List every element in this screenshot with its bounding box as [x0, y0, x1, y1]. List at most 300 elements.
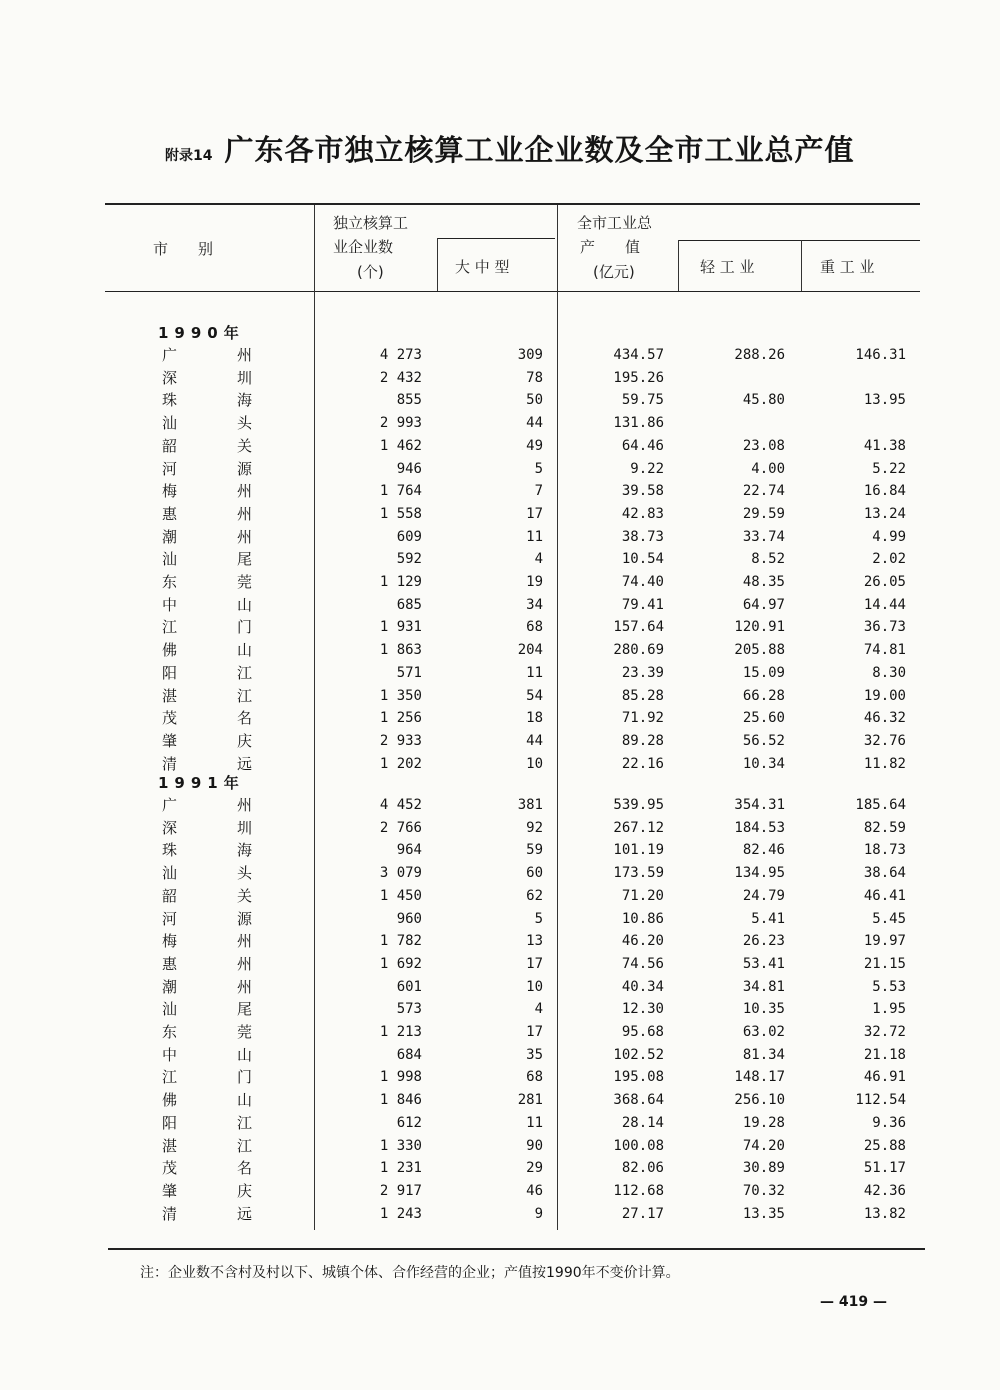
table-row	[0, 435, 1000, 457]
city-char: 门	[236, 1068, 252, 1087]
city-name	[162, 435, 252, 457]
heavy-industry-output: 36.73	[863, 619, 906, 636]
total-output: 82.06	[621, 1160, 664, 1177]
table-row	[0, 862, 1000, 884]
heavy-industry-output: 2.02	[872, 551, 906, 568]
header-enterprises-line1: 独立核算工	[333, 214, 409, 232]
enterprise-count: 1 558	[379, 505, 422, 522]
city-char: 名	[236, 709, 252, 728]
large-medium-count: 4	[534, 1001, 543, 1018]
table-row	[0, 1180, 1000, 1202]
city-char: 圳	[236, 368, 252, 387]
city-name	[162, 817, 252, 839]
enterprise-count: 1 692	[379, 955, 422, 972]
enterprise-count: 1 846	[379, 1092, 422, 1109]
total-output: 157.64	[613, 619, 664, 636]
city-name	[162, 662, 252, 684]
enterprise-count: 609	[396, 528, 422, 545]
total-output: 89.28	[621, 732, 664, 749]
city-char: 韶	[162, 886, 178, 905]
city-name	[162, 885, 252, 907]
city-char: 关	[236, 886, 252, 905]
city-char: 惠	[162, 954, 178, 973]
table-row	[0, 730, 1000, 752]
city-char: 源	[236, 909, 252, 928]
table-row	[0, 1066, 1000, 1088]
enterprise-count: 1 330	[379, 1137, 422, 1154]
city-name	[162, 1135, 252, 1157]
city-char: 河	[162, 909, 178, 928]
table-row	[0, 526, 1000, 548]
total-output: 10.86	[621, 910, 664, 927]
city-name	[162, 639, 252, 661]
large-medium-count: 18	[526, 710, 543, 727]
enterprise-count: 960	[396, 910, 422, 927]
page-number: — 419 —	[820, 1294, 887, 1310]
light-industry-output: 70.32	[742, 1182, 785, 1199]
city-char: 清	[162, 754, 178, 773]
table-row	[0, 1089, 1000, 1111]
total-output: 539.95	[613, 797, 664, 813]
heavy-industry-output: 185.64	[855, 797, 906, 813]
enterprise-count: 685	[396, 596, 422, 613]
city-char: 广	[162, 796, 178, 814]
enterprise-count: 4 273	[379, 347, 422, 363]
enterprise-count: 4 452	[379, 797, 422, 813]
table-row	[0, 367, 1000, 389]
table-row	[0, 1203, 1000, 1225]
light-industry-output: 120.91	[734, 619, 785, 636]
heavy-industry-output: 18.73	[863, 842, 906, 859]
enterprise-count: 612	[396, 1114, 422, 1131]
city-char: 头	[236, 864, 252, 883]
city-name	[162, 1044, 252, 1066]
enterprise-count: 1 998	[379, 1069, 422, 1086]
light-industry-output: 30.89	[742, 1160, 785, 1177]
large-medium-count: 11	[526, 664, 543, 681]
large-medium-count: 90	[526, 1137, 543, 1154]
total-output: 27.17	[621, 1205, 664, 1222]
city-char: 阳	[162, 1113, 178, 1132]
city-char: 汕	[162, 1000, 178, 1019]
enterprise-count: 1 782	[379, 933, 422, 950]
city-name	[162, 367, 252, 389]
large-medium-count: 17	[526, 505, 543, 522]
city-name	[162, 1180, 252, 1202]
light-industry-output: 34.81	[742, 978, 785, 995]
heavy-industry-output: 146.31	[855, 347, 906, 363]
large-medium-count: 29	[526, 1160, 543, 1177]
year-heading: 1990年	[158, 324, 245, 342]
large-medium-count: 10	[526, 978, 543, 995]
col-divider-5	[801, 240, 802, 291]
light-industry-output: 63.02	[742, 1024, 785, 1040]
light-industry-output: 25.60	[742, 710, 785, 727]
table-row	[0, 1112, 1000, 1134]
heavy-industry-output: 41.38	[863, 437, 906, 454]
enterprise-count: 2 933	[379, 732, 422, 749]
city-char: 源	[236, 459, 252, 478]
city-char: 尾	[236, 550, 252, 569]
city-name	[162, 839, 252, 861]
city-char: 名	[236, 1159, 252, 1178]
city-char: 清	[162, 1204, 178, 1223]
total-output: 42.83	[621, 505, 664, 522]
heavy-industry-output: 14.44	[863, 596, 906, 613]
city-name	[162, 930, 252, 952]
city-char: 汕	[162, 864, 178, 883]
table-row	[0, 976, 1000, 998]
table-top-rule	[105, 203, 920, 205]
table-row	[0, 639, 1000, 661]
large-medium-count: 62	[526, 887, 543, 904]
large-medium-count: 9	[534, 1205, 543, 1222]
header-output-unit: (亿元)	[593, 263, 635, 281]
city-char: 茂	[162, 709, 178, 728]
city-char: 关	[236, 436, 252, 455]
city-char: 莞	[236, 573, 252, 591]
enterprise-count: 964	[396, 842, 422, 859]
city-char: 湛	[162, 686, 178, 705]
city-name	[162, 526, 252, 548]
table-row	[0, 885, 1000, 907]
light-industry-output: 8.52	[751, 551, 785, 568]
header-output-line1: 全市工业总	[577, 214, 653, 232]
city-char: 深	[162, 818, 178, 837]
heavy-industry-output: 5.53	[872, 978, 906, 995]
enterprise-count: 1 462	[379, 437, 422, 454]
total-output: 40.34	[621, 978, 664, 995]
enterprise-count: 855	[396, 392, 422, 409]
enterprise-count: 571	[396, 664, 422, 681]
total-output: 131.86	[613, 415, 664, 432]
large-medium-count: 78	[526, 369, 543, 386]
city-name	[162, 707, 252, 729]
large-medium-count: 92	[526, 819, 543, 836]
heavy-industry-output: 82.59	[863, 819, 906, 836]
total-output: 71.92	[621, 710, 664, 727]
large-medium-count: 204	[517, 642, 543, 659]
city-char: 湛	[162, 1136, 178, 1155]
enterprise-count: 1 202	[379, 755, 422, 772]
city-char: 圳	[236, 818, 252, 837]
table-title: 广东各市独立核算工业企业数及全市工业总产值	[224, 133, 855, 167]
enterprise-count: 1 129	[379, 574, 422, 590]
large-medium-count: 11	[526, 528, 543, 545]
city-char: 江	[236, 1136, 252, 1155]
heavy-industry-output: 9.36	[872, 1114, 906, 1131]
enterprise-count: 601	[396, 978, 422, 995]
enterprise-count: 1 231	[379, 1160, 422, 1177]
table-row	[0, 908, 1000, 930]
table-row	[0, 930, 1000, 952]
city-name	[162, 1089, 252, 1111]
city-char: 山	[236, 1091, 252, 1110]
subheader-rule-left	[437, 238, 555, 239]
large-medium-count: 19	[526, 574, 543, 590]
table-row	[0, 503, 1000, 525]
city-name	[162, 548, 252, 570]
total-output: 434.57	[613, 347, 664, 363]
city-name	[162, 1021, 252, 1043]
light-industry-output: 66.28	[742, 687, 785, 704]
city-char: 州	[236, 504, 252, 523]
table-row	[0, 817, 1000, 839]
heavy-industry-output: 5.45	[872, 910, 906, 927]
light-industry-output: 13.35	[742, 1205, 785, 1222]
large-medium-count: 17	[526, 955, 543, 972]
table-row	[0, 548, 1000, 570]
city-char: 州	[236, 527, 252, 546]
light-industry-output: 134.95	[734, 865, 785, 882]
total-output: 46.20	[621, 933, 664, 950]
heavy-industry-output: 4.99	[872, 528, 906, 545]
header-bottom-rule	[105, 291, 920, 292]
enterprise-count: 592	[396, 551, 422, 568]
table-row	[0, 998, 1000, 1020]
total-output: 39.58	[621, 483, 664, 500]
heavy-industry-output: 32.72	[863, 1024, 906, 1040]
city-name	[162, 685, 252, 707]
city-name	[162, 616, 252, 638]
light-industry-output: 53.41	[742, 955, 785, 972]
city-char: 潮	[162, 977, 178, 996]
enterprise-count: 946	[396, 460, 422, 477]
large-medium-count: 4	[534, 551, 543, 568]
city-char: 江	[236, 686, 252, 705]
city-char: 佛	[162, 1091, 178, 1110]
large-medium-count: 68	[526, 1069, 543, 1086]
city-char: 州	[236, 482, 252, 501]
page-title	[165, 128, 925, 168]
light-industry-output: 26.23	[742, 933, 785, 950]
light-industry-output: 23.08	[742, 437, 785, 454]
city-char: 州	[236, 977, 252, 996]
city-name	[162, 976, 252, 998]
col-divider-4	[678, 240, 679, 291]
light-industry-output: 184.53	[734, 819, 785, 836]
city-char: 江	[236, 1113, 252, 1132]
enterprise-count: 2 432	[379, 369, 422, 386]
light-industry-output: 74.20	[742, 1137, 785, 1154]
city-char: 梅	[162, 482, 178, 501]
table-row	[0, 480, 1000, 502]
city-char: 肇	[162, 1181, 178, 1200]
city-char: 庆	[236, 731, 252, 750]
footnote: 注：企业数不含村及村以下、城镇个体、合作经营的企业；产值按1990年不变价计算。	[140, 1265, 680, 1281]
table-row	[0, 594, 1000, 616]
city-name	[162, 998, 252, 1020]
light-industry-output: 29.59	[742, 505, 785, 522]
large-medium-count: 49	[526, 437, 543, 454]
city-char: 山	[236, 641, 252, 660]
city-name	[162, 389, 252, 411]
appendix-label: 附录14	[165, 148, 213, 164]
city-name	[162, 908, 252, 930]
heavy-industry-output: 21.18	[863, 1046, 906, 1063]
table-row	[0, 839, 1000, 861]
city-name	[162, 1066, 252, 1088]
city-char: 江	[162, 618, 178, 637]
city-char: 州	[236, 346, 252, 364]
total-output: 23.39	[621, 664, 664, 681]
light-industry-output: 48.35	[742, 574, 785, 590]
city-char: 海	[236, 841, 252, 860]
city-char: 广	[162, 346, 178, 364]
city-char: 茂	[162, 1159, 178, 1178]
city-char: 韶	[162, 436, 178, 455]
city-name	[162, 412, 252, 434]
table-row	[0, 662, 1000, 684]
light-industry-output: 205.88	[734, 642, 785, 659]
city-char: 山	[236, 595, 252, 614]
subheader-rule-right	[678, 240, 920, 241]
city-char: 州	[236, 954, 252, 973]
heavy-industry-output: 19.97	[863, 933, 906, 950]
total-output: 79.41	[621, 596, 664, 613]
header-enterprises-line2: 业企业数	[333, 238, 394, 256]
heavy-industry-output: 46.91	[863, 1069, 906, 1086]
city-char: 头	[236, 414, 252, 433]
light-industry-output: 19.28	[742, 1114, 785, 1131]
table-row	[0, 344, 1000, 366]
light-industry-output: 256.10	[734, 1092, 785, 1109]
city-char: 珠	[162, 391, 178, 410]
table-row	[0, 753, 1000, 775]
heavy-industry-output: 13.95	[863, 392, 906, 409]
city-name	[162, 730, 252, 752]
col-divider-2	[437, 238, 438, 291]
table-row	[0, 389, 1000, 411]
city-char: 阳	[162, 663, 178, 682]
heavy-industry-output: 46.41	[863, 887, 906, 904]
light-industry-output: 81.34	[742, 1046, 785, 1063]
light-industry-output: 5.41	[751, 910, 785, 927]
city-char: 远	[236, 1204, 252, 1223]
table-row	[0, 707, 1000, 729]
heavy-industry-output: 1.95	[872, 1001, 906, 1018]
city-char: 潮	[162, 527, 178, 546]
city-char: 州	[236, 932, 252, 951]
table-row	[0, 458, 1000, 480]
large-medium-count: 54	[526, 687, 543, 704]
large-medium-count: 11	[526, 1114, 543, 1131]
table-bottom-rule	[108, 1248, 925, 1250]
large-medium-count: 60	[526, 865, 543, 882]
large-medium-count: 44	[526, 732, 543, 749]
city-name	[162, 344, 252, 366]
city-char: 东	[162, 573, 178, 591]
enterprise-count: 684	[396, 1046, 422, 1063]
heavy-industry-output: 46.32	[863, 710, 906, 727]
table-row	[0, 571, 1000, 593]
large-medium-count: 281	[517, 1092, 543, 1109]
enterprise-count: 1 243	[379, 1205, 422, 1222]
heavy-industry-output: 5.22	[872, 460, 906, 477]
city-name	[162, 1112, 252, 1134]
city-char: 海	[236, 391, 252, 410]
city-char: 莞	[236, 1023, 252, 1041]
enterprise-count: 3 079	[379, 865, 422, 882]
heavy-industry-output: 13.82	[863, 1205, 906, 1222]
heavy-industry-output: 16.84	[863, 483, 906, 500]
total-output: 71.20	[621, 887, 664, 904]
city-name	[162, 480, 252, 502]
large-medium-count: 44	[526, 415, 543, 432]
enterprise-count: 1 931	[379, 619, 422, 636]
header-light-industry: 轻 工 业	[700, 258, 755, 276]
large-medium-count: 381	[517, 797, 543, 813]
large-medium-count: 5	[534, 460, 543, 477]
enterprise-count: 2 766	[379, 819, 422, 836]
city-name	[162, 1203, 252, 1225]
city-char: 庆	[236, 1181, 252, 1200]
city-char: 珠	[162, 841, 178, 860]
total-output: 9.22	[630, 460, 664, 477]
table-row	[0, 412, 1000, 434]
large-medium-count: 46	[526, 1182, 543, 1199]
header-heavy-industry: 重 工 业	[820, 258, 875, 276]
heavy-industry-output: 42.36	[863, 1182, 906, 1199]
total-output: 267.12	[613, 819, 664, 836]
city-name	[162, 594, 252, 616]
enterprise-count: 1 350	[379, 687, 422, 704]
header-large-medium: 大 中 型	[455, 258, 510, 276]
large-medium-count: 68	[526, 619, 543, 636]
large-medium-count: 50	[526, 392, 543, 409]
enterprise-count: 2 917	[379, 1182, 422, 1199]
light-industry-output: 354.31	[734, 797, 785, 813]
light-industry-output: 82.46	[742, 842, 785, 859]
heavy-industry-output: 74.81	[863, 642, 906, 659]
total-output: 28.14	[621, 1114, 664, 1131]
large-medium-count: 35	[526, 1046, 543, 1063]
enterprise-count: 1 213	[379, 1024, 422, 1040]
large-medium-count: 17	[526, 1024, 543, 1040]
city-name	[162, 862, 252, 884]
total-output: 12.30	[621, 1001, 664, 1018]
enterprise-count: 1 764	[379, 483, 422, 500]
enterprise-count: 1 450	[379, 887, 422, 904]
heavy-industry-output: 38.64	[863, 865, 906, 882]
total-output: 112.68	[613, 1182, 664, 1199]
heavy-industry-output: 51.17	[863, 1160, 906, 1177]
table-row	[0, 1044, 1000, 1066]
city-char: 尾	[236, 1000, 252, 1019]
light-industry-output: 148.17	[734, 1069, 785, 1086]
total-output: 101.19	[613, 842, 664, 859]
light-industry-output: 45.80	[742, 392, 785, 409]
city-char: 江	[236, 663, 252, 682]
total-output: 173.59	[613, 865, 664, 882]
enterprise-count: 573	[396, 1001, 422, 1018]
large-medium-count: 10	[526, 755, 543, 772]
total-output: 22.16	[621, 755, 664, 772]
total-output: 74.56	[621, 955, 664, 972]
total-output: 100.08	[613, 1137, 664, 1154]
light-industry-output: 288.26	[734, 347, 785, 363]
heavy-industry-output: 26.05	[863, 574, 906, 590]
table-row	[0, 794, 1000, 816]
total-output: 85.28	[621, 687, 664, 704]
heavy-industry-output: 32.76	[863, 732, 906, 749]
city-char: 汕	[162, 550, 178, 569]
city-char: 东	[162, 1023, 178, 1041]
light-industry-output: 15.09	[742, 664, 785, 681]
city-name	[162, 794, 252, 816]
heavy-industry-output: 11.82	[863, 755, 906, 772]
city-char: 中	[162, 1045, 178, 1064]
